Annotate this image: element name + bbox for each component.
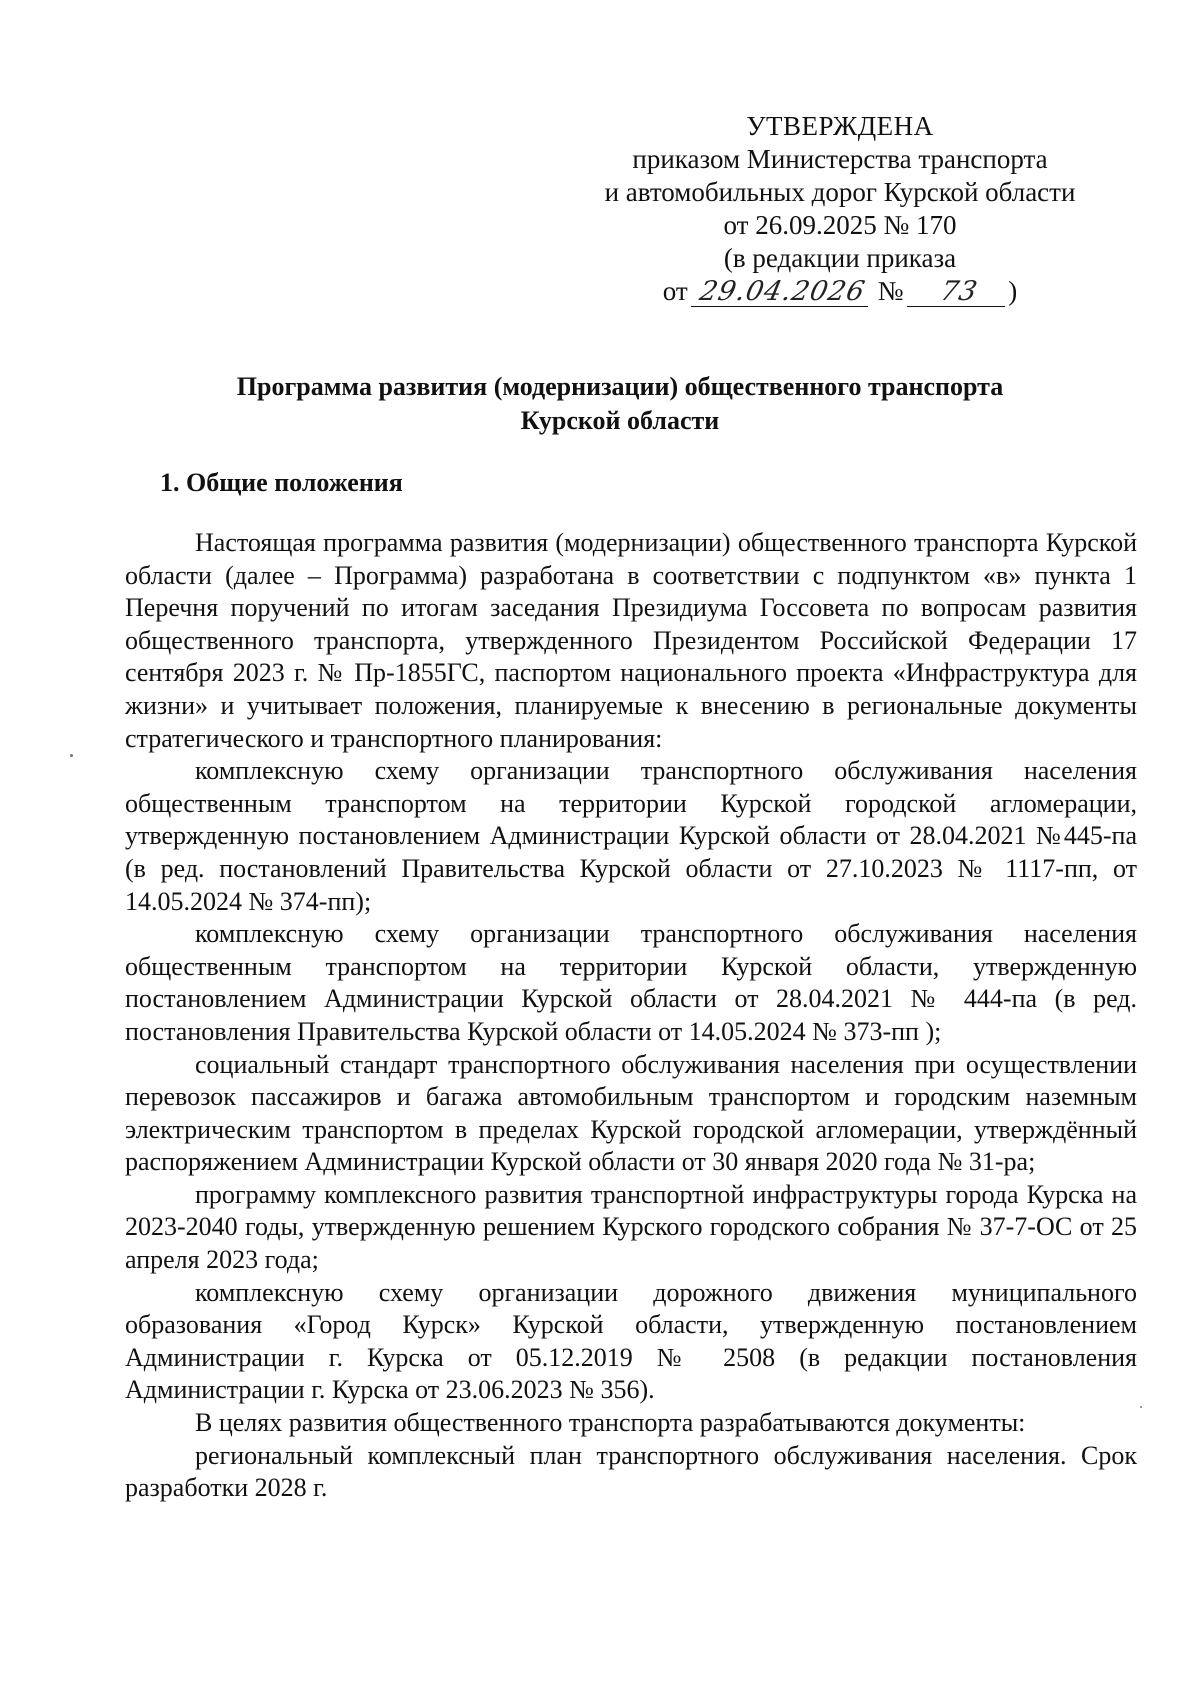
approval-order-line: приказом Министерства транспорта — [632, 144, 1048, 174]
scan-speck — [70, 754, 73, 757]
paragraph-scheme-agglomeration: комплексную схему организации транспортного обслуживания населения общественным транспортом на территории Курской городской агломерации, утвержденную постановлением Администрации Курской области от 28.04.2021 №445-па (в ред. постановлений Правительства Курской области от 27.10.2023 № 1117-пп, от 14.05.2024 № 374-пп); — [125, 756, 1137, 916]
number-label: № — [877, 276, 904, 306]
from-label: от — [662, 276, 688, 306]
handwritten-number: 73 — [907, 278, 1011, 307]
paragraph-intro: Настоящая программа развития (модернизации) общественного транспорта Курской области (далее – Программа) разработана в соответствии с подпунктом «в» пункта 1 Перечня поручений по итогам заседания Президиума Госсовета по вопросам развития общественного транспорта, утвержденного Президентом Российской Федерации 17 сентября 2023 г. № Пр-1855ГС, паспортом национального проекта «Инфраструктура для жизни» и учитывает положения, планируемые к внесению в региональные документы стратегического и транспортного планирования: — [125, 528, 1137, 753]
paragraph-scheme-region: комплексную схему организации транспортного обслуживания населения общественным транспортом на территории Курской области, утвержденную постановлением Администрации Курской области от 28.04.2021 № 444-па (в ред. постановления Правительства Курской области от 14.05.2024 № 373-пп ); — [125, 919, 1137, 1046]
approval-revision-line: (в редакции приказа — [723, 243, 957, 273]
paragraph-traffic-scheme: комплексную схему организации дорожного движения муниципального образования «Город Курск» Курской области, утвержденную постановлением Администрации г. Курска от 05.12.2019 № 2508 (в редакции постановления Администрации г. Курска от 23.06.2023 № 356). — [125, 1277, 1137, 1405]
approval-ministry-line: и автомобильных дорог Курской области — [604, 177, 1076, 207]
approval-heading: УТВЕРЖДЕНА — [746, 111, 934, 141]
approval-stamp-block — [560, 110, 1120, 308]
close-paren: ) — [1008, 276, 1018, 306]
document-body — [125, 527, 1137, 1505]
document-title — [120, 370, 1120, 438]
scan-speck — [1140, 1406, 1142, 1408]
section-heading: 1. Общие положения — [160, 468, 403, 497]
handwritten-date: 29.04.2026 — [691, 278, 874, 307]
title-line-1: Программа развития (модернизации) общественного транспорта — [236, 372, 1004, 401]
paragraph-regional-plan: региональный комплексный план транспортного обслуживания населения. Срок разработки 2028 г. — [125, 1440, 1137, 1503]
approval-date-line: от 26.09.2025 № 170 — [723, 210, 957, 240]
approval-signature-line — [560, 275, 1120, 308]
paragraph-city-program: программу комплексного развития транспортной инфраструктуры города Курска на 2023-2040 годы, утвержденную решением Курского городского собрания № 37-7-ОС от 25 апреля 2023 года; — [125, 1179, 1137, 1275]
paragraph-social-standard: социальный стандарт транспортного обслуживания населения при осуществлении перевозок пассажиров и багажа автомобильным транспортом и городским наземным электрическим транспортом в пределах Курской городской агломерации, утверждённый распоряжением Администрации Курской области от 30 января 2020 года № 31-ра; — [125, 1049, 1137, 1177]
paragraph-documents-intro: В целях развития общественного транспорта разрабатываются документы: — [195, 1408, 1026, 1438]
title-line-2: Курской области — [520, 406, 720, 435]
